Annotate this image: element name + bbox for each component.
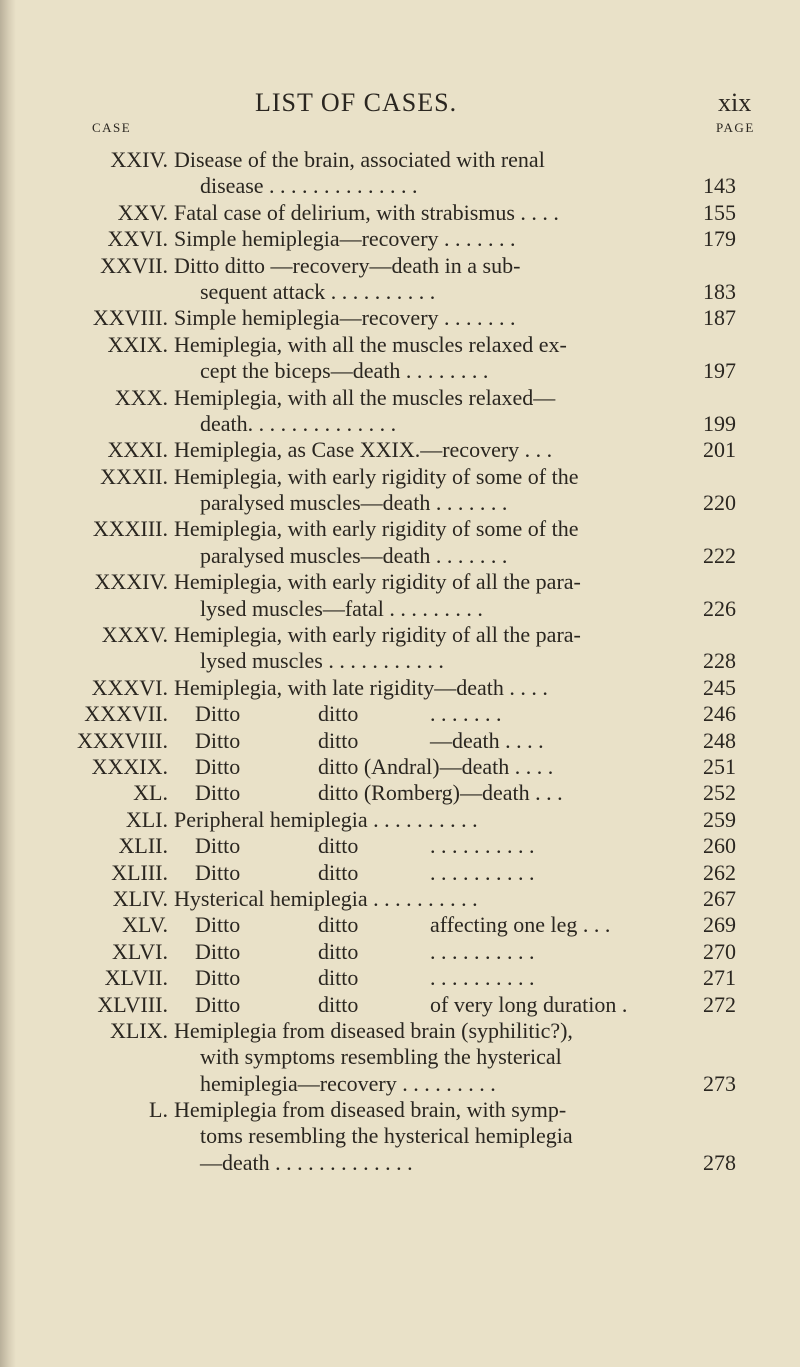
case-entry	[0, 728, 800, 754]
entry-description: hemiplegia—recovery . . . . . . . . .	[200, 1070, 496, 1096]
entry-line	[0, 675, 800, 701]
entry-description: Hemiplegia, with late rigidity—death . . . .	[174, 674, 548, 700]
case-number: XLVIII.	[97, 991, 168, 1017]
entry-line	[0, 305, 800, 331]
entry-description: Fatal case of delirium, with strabismus . . . .	[174, 199, 559, 225]
ditto-mark: Ditto	[195, 965, 241, 991]
ditto-mark: Ditto	[195, 701, 241, 727]
entry-line	[0, 1123, 800, 1149]
entry-description: —death . . . .	[430, 727, 544, 753]
ditto-mark: ditto	[318, 912, 359, 938]
ditto-mark: Ditto	[195, 727, 241, 753]
entry-description: Hemiplegia, with all the muscles relaxed ex-	[174, 331, 567, 357]
case-column-header: CASE	[92, 120, 132, 135]
entry-description: Hemiplegia from diseased brain, with symp-	[174, 1097, 567, 1123]
case-number: XXVI.	[107, 226, 168, 252]
entry-description: lysed muscles—fatal . . . . . . . . .	[200, 595, 483, 621]
case-entry	[0, 754, 800, 780]
case-entry	[0, 860, 800, 886]
page-reference: 246	[703, 701, 736, 727]
case-number: XXXIII.	[92, 516, 168, 542]
entry-line	[0, 358, 800, 384]
case-number: XLVI.	[111, 938, 168, 964]
case-entry	[0, 622, 800, 675]
entry-description: . . . . . . . . . .	[430, 965, 535, 991]
page-reference: 201	[703, 437, 736, 463]
case-entry	[0, 253, 800, 306]
entry-description: with symptoms resembling the hysterical	[200, 1044, 562, 1070]
entry-line	[0, 596, 800, 622]
entry-line	[0, 385, 800, 411]
case-number: XLIX.	[109, 1017, 168, 1043]
page-reference: 251	[703, 753, 736, 779]
entry-description: Hemiplegia from diseased brain (syphilitic?),	[174, 1017, 573, 1043]
entry-line	[0, 728, 800, 754]
entry-description: . . . . . . . . . .	[430, 833, 535, 859]
page-reference: 272	[703, 991, 736, 1017]
page-reference: 187	[703, 305, 736, 331]
entry-line	[0, 411, 800, 437]
page-number: xix	[718, 88, 752, 117]
case-entry	[0, 807, 800, 833]
entry-description: Peripheral hemiplegia . . . . . . . . . .	[174, 806, 478, 832]
ditto-mark: Ditto	[195, 833, 241, 859]
entry-line	[0, 965, 800, 991]
case-entry	[0, 200, 800, 226]
page-reference: 245	[703, 674, 736, 700]
entry-line	[0, 886, 800, 912]
page-reference: 260	[703, 833, 736, 859]
page-reference: 278	[703, 1149, 736, 1175]
entry-description: cept the biceps—death . . . . . . . .	[200, 358, 489, 384]
page-reference: 228	[703, 648, 736, 674]
entry-description: of very long duration .	[430, 991, 628, 1017]
page-title: LIST OF CASES.	[255, 88, 458, 117]
entry-description: Hemiplegia, with early rigidity of all the para-	[174, 622, 581, 648]
entry-line	[0, 622, 800, 648]
entry-description: Hemiplegia, with early rigidity of some of the	[174, 516, 579, 542]
entry-line	[0, 279, 800, 305]
page-reference: 226	[703, 595, 736, 621]
case-number: XXIX.	[107, 331, 168, 357]
case-number: XXXVI.	[91, 674, 168, 700]
case-entry	[0, 939, 800, 965]
ditto-mark: Ditto	[195, 780, 241, 806]
page-reference: 179	[703, 226, 736, 252]
column-headers	[0, 120, 800, 140]
entry-description: Hemiplegia, with early rigidity of all the para-	[174, 569, 581, 595]
ditto-mark: ditto	[318, 965, 359, 991]
ditto-mark: Ditto	[195, 938, 241, 964]
entry-line	[0, 464, 800, 490]
case-entry	[0, 1097, 800, 1176]
case-number: XLI.	[125, 806, 168, 832]
entry-description: Disease of the brain, associated with renal	[174, 147, 545, 172]
case-number: XXV.	[117, 199, 168, 225]
page-reference: 222	[703, 542, 736, 568]
entry-line	[0, 200, 800, 226]
entry-line	[0, 860, 800, 886]
ditto-mark: ditto	[318, 727, 359, 753]
case-number: L.	[149, 1097, 168, 1123]
case-number: XL.	[133, 780, 168, 806]
entry-line	[0, 226, 800, 252]
entry-line	[0, 1044, 800, 1070]
case-entry	[0, 701, 800, 727]
case-entry	[0, 226, 800, 252]
entry-line	[0, 1150, 800, 1176]
ditto-mark: Ditto	[195, 912, 241, 938]
page-reference: 199	[703, 410, 736, 436]
page-reference: 262	[703, 859, 736, 885]
case-entry	[0, 1018, 800, 1097]
entry-description: . . . . . . .	[430, 701, 502, 727]
ditto-mark: ditto	[318, 833, 359, 859]
case-number: XLIII.	[111, 859, 168, 885]
entry-line	[0, 1018, 800, 1044]
case-number: XXXVII.	[84, 701, 168, 727]
ditto-mark: Ditto	[195, 859, 241, 885]
page-reference: 271	[703, 965, 736, 991]
entry-line	[0, 807, 800, 833]
entry-description: paralysed muscles—death . . . . . . .	[200, 490, 508, 516]
case-entry	[0, 464, 800, 517]
case-entry	[0, 332, 800, 385]
entry-description: death. . . . . . . . . . . . . .	[200, 410, 397, 436]
page-column-header: PAGE	[716, 120, 755, 135]
entry-line	[0, 569, 800, 595]
entry-description: Simple hemiplegia—recovery . . . . . . .	[174, 305, 516, 331]
entry-line	[0, 701, 800, 727]
entry-description: affecting one leg . . .	[430, 912, 611, 938]
case-number: XXIV.	[110, 147, 168, 172]
case-entry	[0, 437, 800, 463]
entry-description: . . . . . . . . . .	[430, 938, 535, 964]
entry-description: Hysterical hemiplegia . . . . . . . . . .	[174, 885, 478, 911]
case-entry	[0, 992, 800, 1018]
case-number: XXXVIII.	[76, 727, 168, 753]
page-reference: 267	[703, 885, 736, 911]
case-entry	[0, 833, 800, 859]
page-reference: 155	[703, 199, 736, 225]
case-number: XXXII.	[100, 463, 168, 489]
case-entry	[0, 780, 800, 806]
ditto-mark: ditto	[318, 991, 359, 1017]
entry-line	[0, 1097, 800, 1123]
case-number: XXX.	[114, 384, 168, 410]
entry-description: Hemiplegia, with all the muscles relaxed—	[174, 384, 556, 410]
entry-description: Ditto ditto —recovery—death in a sub-	[174, 252, 521, 278]
case-entry	[0, 305, 800, 331]
ditto-mark: Ditto	[195, 753, 241, 779]
page-reference: 273	[703, 1070, 736, 1096]
entry-description: paralysed muscles—death . . . . . . .	[200, 542, 508, 568]
case-number: XLIV.	[112, 885, 168, 911]
entry-description: —death . . . . . . . . . . . . .	[200, 1149, 413, 1175]
page-reference: 259	[703, 806, 736, 832]
case-number: XXVIII.	[92, 305, 168, 331]
case-number: XXXIV.	[94, 569, 168, 595]
entry-line	[0, 912, 800, 938]
entry-description: . . . . . . . . . .	[430, 859, 535, 885]
entry-line	[0, 780, 800, 806]
page-reference: 183	[703, 278, 736, 304]
case-entry	[0, 965, 800, 991]
entry-description: disease . . . . . . . . . . . . . .	[200, 173, 418, 199]
ditto-mark: ditto	[318, 938, 359, 964]
case-entry	[0, 516, 800, 569]
entry-line	[0, 147, 800, 173]
entry-line	[0, 253, 800, 279]
case-entry	[0, 569, 800, 622]
page-reference: 252	[703, 780, 736, 806]
ditto-mark: ditto	[318, 701, 359, 727]
entry-description: Hemiplegia, with early rigidity of some of the	[174, 463, 579, 489]
page-reference: 143	[703, 173, 736, 199]
entry-line	[0, 543, 800, 569]
case-number: XXXV.	[101, 622, 168, 648]
case-entry	[0, 912, 800, 938]
page-reference: 197	[703, 358, 736, 384]
entry-description: Simple hemiplegia—recovery . . . . . . .	[174, 226, 516, 252]
case-entry	[0, 886, 800, 912]
ditto-mark: Ditto	[195, 991, 241, 1017]
entry-description: ditto (Romberg)—death . . .	[318, 780, 563, 806]
case-number: XXXIX.	[91, 753, 168, 779]
entry-line	[0, 490, 800, 516]
case-number: XLVII.	[104, 965, 168, 991]
case-number: XLV.	[122, 912, 168, 938]
entry-line	[0, 1071, 800, 1097]
entry-line	[0, 833, 800, 859]
page-reference: 269	[703, 912, 736, 938]
entry-line	[0, 516, 800, 542]
entry-line	[0, 992, 800, 1018]
entry-line	[0, 939, 800, 965]
case-number: XXVII.	[100, 252, 168, 278]
case-list	[0, 147, 800, 1176]
entry-description: toms resembling the hysterical hemiplegia	[200, 1123, 573, 1149]
entry-description: lysed muscles . . . . . . . . . . .	[200, 648, 444, 674]
case-entry	[0, 385, 800, 438]
entry-description: sequent attack . . . . . . . . . .	[200, 278, 436, 304]
entry-line	[0, 648, 800, 674]
entry-description: ditto (Andral)—death . . . .	[318, 753, 554, 779]
entry-line	[0, 332, 800, 358]
entry-line	[0, 173, 800, 199]
page-reference: 270	[703, 938, 736, 964]
case-number: XXXI.	[107, 437, 168, 463]
page-reference: 248	[703, 727, 736, 753]
entry-line	[0, 437, 800, 463]
page-reference: 220	[703, 490, 736, 516]
case-entry	[0, 675, 800, 701]
case-entry	[0, 147, 800, 200]
case-number: XLII.	[118, 833, 168, 859]
entry-description: Hemiplegia, as Case XXIX.—recovery . . .	[174, 437, 553, 463]
ditto-mark: ditto	[318, 859, 359, 885]
entry-line	[0, 754, 800, 780]
